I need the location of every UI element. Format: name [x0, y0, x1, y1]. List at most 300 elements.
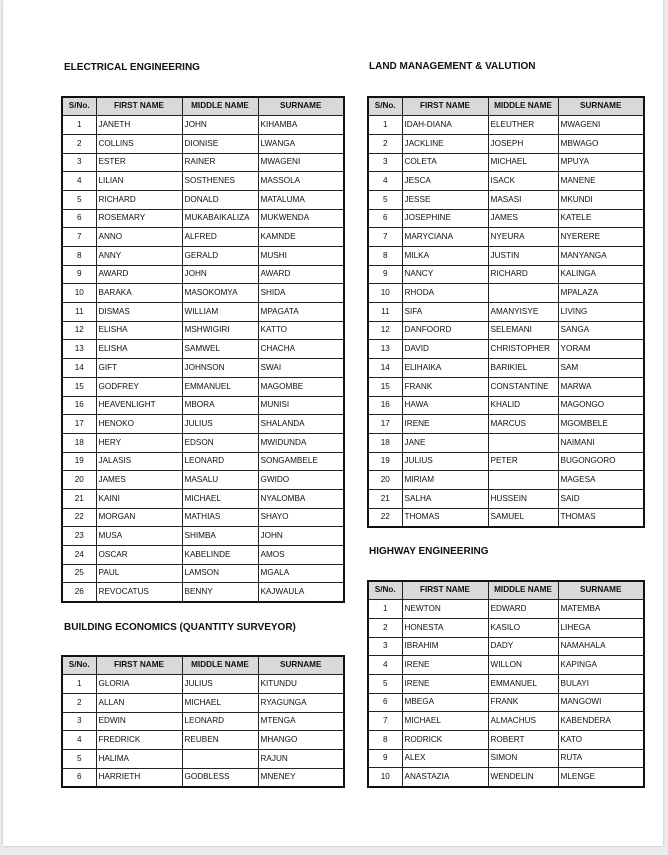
middle-name-header: MIDDLE NAME: [488, 97, 558, 116]
first-name-header: FIRST NAME: [402, 97, 488, 116]
first-name-cell: MICHAEL: [402, 712, 488, 731]
table-row: [368, 172, 644, 191]
middle-name-cell: JOHN: [182, 116, 258, 135]
sno-cell: 5: [62, 749, 96, 768]
document-page: [3, 0, 663, 846]
sno-cell: 9: [62, 265, 96, 284]
table-row: [62, 190, 344, 209]
table-row: [368, 768, 644, 787]
sno-cell: 17: [62, 415, 96, 434]
first-name-cell: JAMES: [96, 471, 182, 490]
middle-name-cell: REUBEN: [182, 731, 258, 750]
table-row: [368, 247, 644, 266]
middle-name-cell: BENNY: [182, 583, 258, 602]
first-name-header: FIRST NAME: [96, 656, 182, 675]
surname-cell: SANGA: [558, 321, 644, 340]
surname-cell: SAM: [558, 359, 644, 378]
middle-name-cell: MASASI: [488, 190, 558, 209]
surname-cell: MKUNDI: [558, 190, 644, 209]
surname-cell: MAGESA: [558, 471, 644, 490]
first-name-cell: SALHA: [402, 489, 488, 508]
first-name-cell: IRENE: [402, 415, 488, 434]
middle-name-cell: JULIUS: [182, 415, 258, 434]
table-row: [62, 303, 344, 322]
middle-name-cell: MBORA: [182, 396, 258, 415]
sno-cell: 9: [368, 749, 402, 768]
middle-name-cell: MASOKOMYA: [182, 284, 258, 303]
middle-name-cell: EDWARD: [488, 600, 558, 619]
surname-cell: MPAGATA: [258, 303, 344, 322]
table-row: [368, 489, 644, 508]
first-name-cell: JOSEPHINE: [402, 209, 488, 228]
first-name-cell: REVOCATUS: [96, 583, 182, 602]
middle-name-cell: EDSON: [182, 433, 258, 452]
first-name-cell: GIFT: [96, 359, 182, 378]
first-name-cell: HARRIETH: [96, 768, 182, 787]
first-name-cell: SIFA: [402, 303, 488, 322]
middle-name-cell: BARIKIEL: [488, 359, 558, 378]
table-row: [368, 228, 644, 247]
table-row: [368, 618, 644, 637]
table-row: [62, 452, 344, 471]
table-row: [62, 153, 344, 172]
first-name-cell: ELIHAIKA: [402, 359, 488, 378]
sno-cell: 22: [368, 508, 402, 527]
first-name-cell: ALEX: [402, 749, 488, 768]
first-name-cell: IBRAHIM: [402, 637, 488, 656]
table-row: [62, 546, 344, 565]
table-row: [368, 452, 644, 471]
table-row: [368, 693, 644, 712]
sno-cell: 3: [368, 153, 402, 172]
surname-cell: MANYANGA: [558, 247, 644, 266]
first-name-cell: JANE: [402, 433, 488, 452]
sno-cell: 25: [62, 564, 96, 583]
middle-name-header: MIDDLE NAME: [182, 656, 258, 675]
first-name-cell: HAWA: [402, 396, 488, 415]
table-row: [62, 209, 344, 228]
first-name-cell: RHODA: [402, 284, 488, 303]
first-name-cell: HONESTA: [402, 618, 488, 637]
surname-cell: MTENGA: [258, 712, 344, 731]
first-name-cell: JANETH: [96, 116, 182, 135]
table-row: [368, 600, 644, 619]
surname-cell: LIHEGA: [558, 618, 644, 637]
middle-name-cell: LAMSON: [182, 564, 258, 583]
sno-header: S/No.: [62, 656, 96, 675]
middle-name-cell: WENDELIN: [488, 768, 558, 787]
sno-cell: 23: [62, 527, 96, 546]
table-row: [62, 228, 344, 247]
first-name-cell: JULIUS: [402, 452, 488, 471]
sno-cell: 7: [62, 228, 96, 247]
sno-cell: 15: [62, 377, 96, 396]
sno-cell: 4: [368, 172, 402, 191]
sno-cell: 7: [368, 712, 402, 731]
table-row: [62, 247, 344, 266]
first-name-cell: IDAH-DIANA: [402, 116, 488, 135]
surname-cell: MATALUMA: [258, 190, 344, 209]
first-name-cell: RICHARD: [96, 190, 182, 209]
surname-cell: KATTO: [258, 321, 344, 340]
middle-name-cell: RAINER: [182, 153, 258, 172]
sno-cell: 10: [62, 284, 96, 303]
surname-cell: AWARD: [258, 265, 344, 284]
sno-cell: 6: [62, 768, 96, 787]
middle-name-cell: SHIMBA: [182, 527, 258, 546]
middle-name-cell: KASILO: [488, 618, 558, 637]
table-row: [62, 471, 344, 490]
first-name-cell: MILKA: [402, 247, 488, 266]
section-title-highway: HIGHWAY ENGINEERING: [369, 546, 489, 557]
middle-name-cell: WILLON: [488, 656, 558, 675]
first-name-cell: JACKLINE: [402, 134, 488, 153]
first-name-cell: DISMAS: [96, 303, 182, 322]
sno-cell: 24: [62, 546, 96, 565]
middle-name-cell: MICHAEL: [488, 153, 558, 172]
first-name-cell: MUSA: [96, 527, 182, 546]
middle-name-cell: JOHN: [182, 265, 258, 284]
sno-cell: 10: [368, 768, 402, 787]
table-row: [368, 637, 644, 656]
sno-cell: 5: [62, 190, 96, 209]
first-name-cell: BARAKA: [96, 284, 182, 303]
sno-cell: 19: [62, 452, 96, 471]
surname-header: SURNAME: [558, 581, 644, 600]
first-name-cell: AWARD: [96, 265, 182, 284]
middle-name-cell: MICHAEL: [182, 489, 258, 508]
first-name-cell: ANASTAZIA: [402, 768, 488, 787]
surname-cell: SONGAMBELE: [258, 452, 344, 471]
sno-cell: 11: [62, 303, 96, 322]
table-row: [368, 508, 644, 527]
surname-cell: KAPINGA: [558, 656, 644, 675]
middle-name-cell: JOSEPH: [488, 134, 558, 153]
surname-cell: YORAM: [558, 340, 644, 359]
middle-name-cell: SOSTHENES: [182, 172, 258, 191]
surname-cell: MBWAGO: [558, 134, 644, 153]
middle-name-cell: NYEURA: [488, 228, 558, 247]
sno-cell: 18: [62, 433, 96, 452]
first-name-cell: RODRICK: [402, 731, 488, 750]
sno-cell: 5: [368, 674, 402, 693]
surname-cell: SWAI: [258, 359, 344, 378]
table-header-row: [62, 97, 344, 116]
first-name-cell: JESCA: [402, 172, 488, 191]
middle-name-header: MIDDLE NAME: [182, 97, 258, 116]
sno-cell: 8: [368, 731, 402, 750]
table-row: [62, 284, 344, 303]
surname-cell: MGOMBELE: [558, 415, 644, 434]
middle-name-cell: JULIUS: [182, 675, 258, 694]
first-name-cell: NEWTON: [402, 600, 488, 619]
surname-cell: THOMAS: [558, 508, 644, 527]
first-name-cell: HENOKO: [96, 415, 182, 434]
table-row: [62, 731, 344, 750]
first-name-cell: ROSEMARY: [96, 209, 182, 228]
middle-name-cell: SAMWEL: [182, 340, 258, 359]
surname-cell: KATO: [558, 731, 644, 750]
sno-cell: 20: [368, 471, 402, 490]
surname-cell: KAMNDE: [258, 228, 344, 247]
table-row: [368, 749, 644, 768]
surname-cell: SHALANDA: [258, 415, 344, 434]
sno-cell: 6: [368, 209, 402, 228]
surname-cell: RYAGUNGA: [258, 693, 344, 712]
middle-name-cell: PETER: [488, 452, 558, 471]
table-row: [368, 712, 644, 731]
first-name-cell: ALLAN: [96, 693, 182, 712]
sno-cell: 4: [62, 172, 96, 191]
table-row: [368, 153, 644, 172]
first-name-cell: JESSE: [402, 190, 488, 209]
sno-header: S/No.: [368, 581, 402, 600]
first-name-cell: EDWIN: [96, 712, 182, 731]
middle-name-cell: AMANYISYE: [488, 303, 558, 322]
table-header-row: [368, 581, 644, 600]
table-highway: [367, 580, 645, 788]
table-row: [368, 674, 644, 693]
sno-cell: 12: [62, 321, 96, 340]
table-row: [368, 321, 644, 340]
surname-cell: KIHAMBA: [258, 116, 344, 135]
table-row: [62, 489, 344, 508]
table-row: [62, 749, 344, 768]
table-header-row: [62, 656, 344, 675]
sno-cell: 4: [368, 656, 402, 675]
sno-cell: 1: [62, 116, 96, 135]
surname-cell: NAIMANI: [558, 433, 644, 452]
middle-name-cell: KABELINDE: [182, 546, 258, 565]
surname-cell: SHAYO: [258, 508, 344, 527]
sno-header: S/No.: [62, 97, 96, 116]
sno-cell: 17: [368, 415, 402, 434]
table-row: [368, 284, 644, 303]
surname-cell: RUTA: [558, 749, 644, 768]
table-row: [62, 172, 344, 191]
sno-cell: 2: [62, 134, 96, 153]
table-row: [368, 396, 644, 415]
middle-name-cell: LEONARD: [182, 712, 258, 731]
sno-cell: 4: [62, 731, 96, 750]
surname-cell: MUNISI: [258, 396, 344, 415]
surname-cell: SAID: [558, 489, 644, 508]
section-title-land: LAND MANAGEMENT & VALUTION: [369, 61, 536, 72]
first-name-cell: HALIMA: [96, 749, 182, 768]
first-name-cell: MBEGA: [402, 693, 488, 712]
first-name-cell: THOMAS: [402, 508, 488, 527]
middle-name-cell: FRANK: [488, 693, 558, 712]
table-row: [368, 433, 644, 452]
middle-name-cell: WILLIAM: [182, 303, 258, 322]
table-row: [62, 116, 344, 135]
middle-name-cell: JUSTIN: [488, 247, 558, 266]
sno-cell: 16: [62, 396, 96, 415]
first-name-cell: FRANK: [402, 377, 488, 396]
table-row: [62, 583, 344, 602]
sno-cell: 13: [62, 340, 96, 359]
table-header-row: [368, 97, 644, 116]
middle-name-cell: ISACK: [488, 172, 558, 191]
middle-name-cell: EMMANUEL: [182, 377, 258, 396]
surname-cell: MUKWENDA: [258, 209, 344, 228]
sno-cell: 3: [62, 153, 96, 172]
sno-cell: 16: [368, 396, 402, 415]
surname-cell: MATEMBA: [558, 600, 644, 619]
middle-name-cell: LEONARD: [182, 452, 258, 471]
sno-cell: 2: [368, 618, 402, 637]
middle-name-cell: CONSTANTINE: [488, 377, 558, 396]
sno-cell: 9: [368, 265, 402, 284]
first-name-cell: FREDRICK: [96, 731, 182, 750]
middle-name-cell: [182, 749, 258, 768]
surname-cell: AMOS: [258, 546, 344, 565]
sno-cell: 10: [368, 284, 402, 303]
surname-cell: CHACHA: [258, 340, 344, 359]
surname-cell: RAJUN: [258, 749, 344, 768]
table-row: [62, 508, 344, 527]
first-name-cell: NANCY: [402, 265, 488, 284]
surname-cell: MANGOWI: [558, 693, 644, 712]
first-name-cell: ELISHA: [96, 340, 182, 359]
sno-cell: 7: [368, 228, 402, 247]
sno-cell: 12: [368, 321, 402, 340]
surname-cell: MNENEY: [258, 768, 344, 787]
sno-cell: 11: [368, 303, 402, 322]
table-row: [368, 731, 644, 750]
table-row: [62, 396, 344, 415]
surname-cell: BULAYI: [558, 674, 644, 693]
first-name-cell: HERY: [96, 433, 182, 452]
table-row: [62, 693, 344, 712]
sno-cell: 22: [62, 508, 96, 527]
surname-cell: MAGOMBE: [258, 377, 344, 396]
middle-name-cell: MARCUS: [488, 415, 558, 434]
surname-cell: MARWA: [558, 377, 644, 396]
first-name-cell: DAVID: [402, 340, 488, 359]
sno-cell: 21: [368, 489, 402, 508]
first-name-cell: GODFREY: [96, 377, 182, 396]
middle-name-cell: EMMANUEL: [488, 674, 558, 693]
sno-cell: 15: [368, 377, 402, 396]
sno-cell: 14: [368, 359, 402, 378]
surname-cell: BUGONGORO: [558, 452, 644, 471]
table-row: [368, 471, 644, 490]
first-name-cell: IRENE: [402, 674, 488, 693]
middle-name-cell: [488, 284, 558, 303]
middle-name-cell: GERALD: [182, 247, 258, 266]
table-row: [368, 656, 644, 675]
middle-name-cell: HUSSEIN: [488, 489, 558, 508]
middle-name-cell: SAMUEL: [488, 508, 558, 527]
table-row: [368, 116, 644, 135]
middle-name-cell: JAMES: [488, 209, 558, 228]
surname-cell: MGALA: [258, 564, 344, 583]
surname-header: SURNAME: [558, 97, 644, 116]
section-title-building: BUILDING ECONOMICS (QUANTITY SURVEYOR): [64, 622, 296, 633]
sno-cell: 5: [368, 190, 402, 209]
surname-header: SURNAME: [258, 656, 344, 675]
sno-cell: 6: [368, 693, 402, 712]
surname-cell: LIVING: [558, 303, 644, 322]
first-name-cell: KAINI: [96, 489, 182, 508]
first-name-cell: DANFOORD: [402, 321, 488, 340]
table-row: [62, 527, 344, 546]
table-row: [62, 433, 344, 452]
middle-name-cell: SELEMANI: [488, 321, 558, 340]
surname-cell: NAMAHALA: [558, 637, 644, 656]
first-name-cell: COLETA: [402, 153, 488, 172]
table-land: [367, 96, 645, 528]
first-name-cell: HEAVENLIGHT: [96, 396, 182, 415]
surname-cell: KITUNDU: [258, 675, 344, 694]
sno-cell: 20: [62, 471, 96, 490]
sno-cell: 3: [368, 637, 402, 656]
table-row: [62, 134, 344, 153]
surname-cell: NYALOMBA: [258, 489, 344, 508]
first-name-cell: IRENE: [402, 656, 488, 675]
sno-cell: 14: [62, 359, 96, 378]
table-row: [62, 415, 344, 434]
middle-name-header: MIDDLE NAME: [488, 581, 558, 600]
sno-cell: 8: [62, 247, 96, 266]
table-row: [368, 134, 644, 153]
first-name-cell: OSCAR: [96, 546, 182, 565]
first-name-cell: MARYCIANA: [402, 228, 488, 247]
table-row: [62, 321, 344, 340]
middle-name-cell: MSHWIGIRI: [182, 321, 258, 340]
first-name-cell: ANNY: [96, 247, 182, 266]
table-row: [368, 415, 644, 434]
middle-name-cell: DIONISE: [182, 134, 258, 153]
table-row: [368, 359, 644, 378]
middle-name-cell: DONALD: [182, 190, 258, 209]
middle-name-cell: ROBERT: [488, 731, 558, 750]
sno-cell: 13: [368, 340, 402, 359]
surname-cell: MASSOLA: [258, 172, 344, 191]
middle-name-cell: DADY: [488, 637, 558, 656]
middle-name-cell: MASALU: [182, 471, 258, 490]
table-electrical: [61, 96, 345, 603]
sno-cell: 6: [62, 209, 96, 228]
table-row: [62, 377, 344, 396]
middle-name-cell: ALMACHUS: [488, 712, 558, 731]
first-name-cell: COLLINS: [96, 134, 182, 153]
surname-cell: MHANGO: [258, 731, 344, 750]
middle-name-cell: GODBLESS: [182, 768, 258, 787]
sno-cell: 1: [368, 116, 402, 135]
surname-cell: MWIDUNDA: [258, 433, 344, 452]
surname-cell: MAGONGO: [558, 396, 644, 415]
table-row: [368, 303, 644, 322]
table-row: [368, 190, 644, 209]
table-row: [62, 340, 344, 359]
first-name-cell: ELISHA: [96, 321, 182, 340]
table-row: [368, 265, 644, 284]
first-name-cell: LILIAN: [96, 172, 182, 191]
table-building: [61, 655, 345, 788]
surname-cell: KATELE: [558, 209, 644, 228]
sno-cell: 2: [368, 134, 402, 153]
middle-name-cell: ALFRED: [182, 228, 258, 247]
surname-cell: MWAGENI: [558, 116, 644, 135]
table-row: [368, 377, 644, 396]
surname-cell: MWAGENI: [258, 153, 344, 172]
table-row: [368, 340, 644, 359]
sno-cell: 3: [62, 712, 96, 731]
table-row: [62, 768, 344, 787]
surname-cell: GWIDO: [258, 471, 344, 490]
